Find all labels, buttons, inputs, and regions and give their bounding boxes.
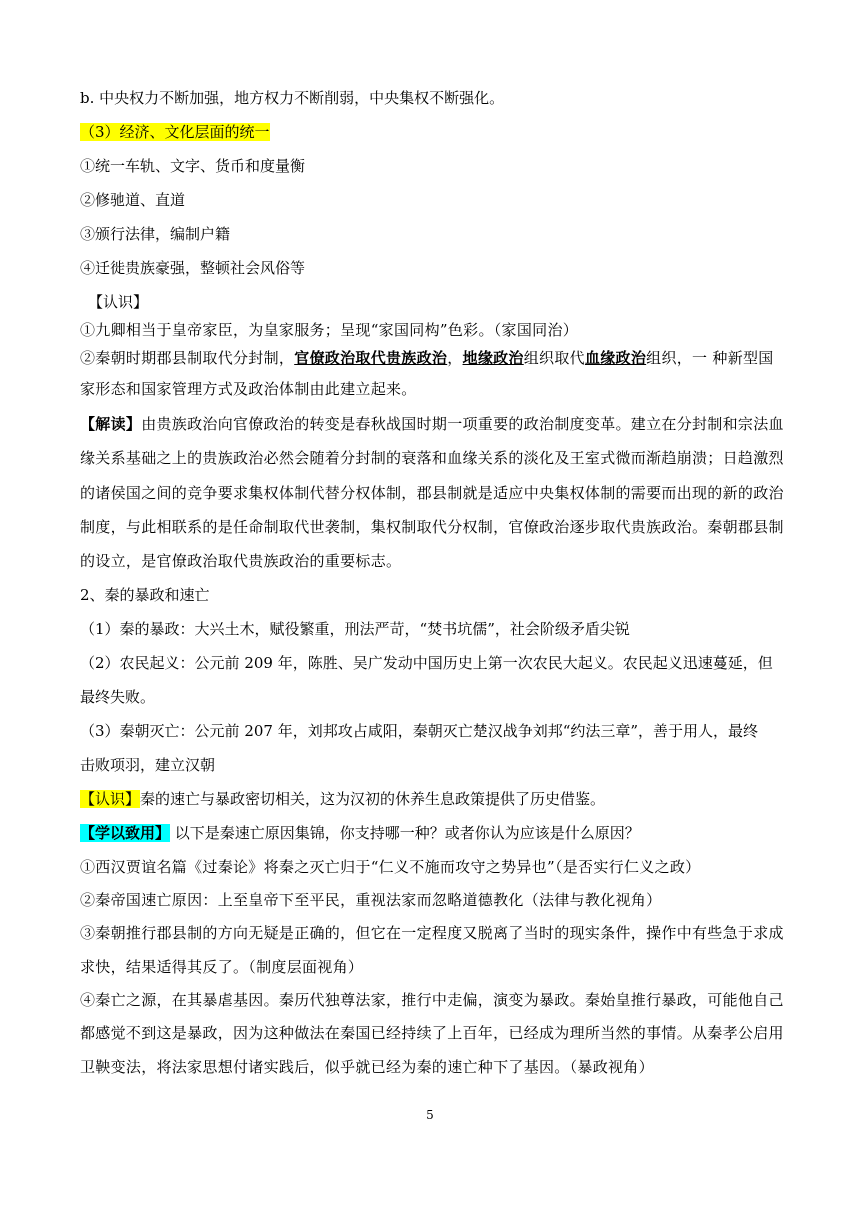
section-label-interpretation: 【解读】 bbox=[80, 415, 142, 433]
text-line: 求快，结果适得其反了。（制度层面视角） bbox=[80, 958, 364, 976]
text-line bbox=[80, 788, 782, 810]
list-item: ②秦帝国速亡原因：上至皇帝下至平民，重视法家而忽略道德教化（法律与教化视角） bbox=[80, 891, 662, 909]
text-span: 秦的速亡与暴政密切相关，这为汉初的休养生息政策提供了历史借鉴。 bbox=[140, 790, 606, 808]
text-span: 组织取代 bbox=[523, 349, 585, 367]
text-span: ②秦朝时期郡县制取代分封制， bbox=[80, 349, 295, 367]
page-number: 5 bbox=[426, 1108, 434, 1122]
list-item: ③颁行法律，编制户籍 bbox=[80, 225, 231, 243]
list-item: ③秦朝推行郡县制的方向无疑是正确的，但它在一定程度又脱离了当时的现实条件，操作中有些急于求成 bbox=[80, 924, 784, 942]
text-line bbox=[80, 347, 782, 369]
text-line bbox=[80, 822, 782, 844]
text-line: 制度，与此相联系的是任命制取代世袭制，集权制取代分权制，官僚政治逐步取代贵族政治。秦朝郡县制 bbox=[80, 518, 784, 536]
text-line: （3）秦朝灭亡：公元前 207 年，刘邦攻占咸阳，秦朝灭亡楚汉战争刘邦“约法三章”，善于用人，最终 bbox=[80, 722, 759, 740]
text-line: b. 中央权力不断加强，地方权力不断削弱，中央集权不断强化。 bbox=[80, 89, 505, 107]
text-line: ①九卿相当于皇帝家臣，为皇家服务；呈现“家国同构”色彩。（家国同治） bbox=[80, 321, 579, 339]
list-item: ④迁徙贵族豪强，整顿社会风俗等 bbox=[80, 259, 306, 277]
text-span: 以下是秦速亡原因集锦，你支持哪一种？或者你认为应该是什么原因？ bbox=[170, 824, 640, 842]
text-line: 卫鞅变法，将法家思想付诸实践后，似乎就已经为秦的速亡种下了基因。（暴政视角） bbox=[80, 1058, 654, 1076]
text-line: 的诸侯国之间的竞争要求集权体制代替分权体制，郡县制就是适应中央集权体制的需要而出现的新的政治 bbox=[80, 484, 784, 502]
section-label-recognition: 【认识】 bbox=[88, 293, 149, 311]
text-line: （2）农民起义：公元前 209 年，陈胜、吴广发动中国历史上第一次农民大起义。农民起义迅速蔓延，但 bbox=[80, 654, 773, 672]
highlighted-label-apply: 【学以致用】 bbox=[80, 824, 171, 842]
text-line: 的设立，是官僚政治取代贵族政治的重要标志。 bbox=[80, 552, 402, 570]
list-item: ①统一车轨、文字、货币和度量衡 bbox=[80, 157, 306, 175]
list-item: ④秦亡之源，在其暴虐基因。秦历代独尊法家，推行中走偏，演变为暴政。秦始皇推行暴政，可能他自己 bbox=[80, 991, 784, 1009]
text-line: 缘关系基础之上的贵族政治必然会随着分封制的衰落和血缘关系的淡化及王室式微而渐趋崩溃；日趋激烈 bbox=[80, 449, 784, 467]
key-term: 血缘政治 bbox=[584, 349, 647, 367]
text-line: 击败项羽，建立汉朝 bbox=[80, 756, 216, 774]
text-line bbox=[80, 413, 782, 435]
list-item: ①西汉贾谊名篇《过秦论》将秦之灭亡归于“仁义不施而攻守之势异也”（是否实行仁义之政） bbox=[80, 858, 701, 876]
text-span: 组织，一 种新型国 bbox=[646, 349, 774, 367]
section-heading: 2、秦的暴政和速亡 bbox=[80, 586, 210, 604]
subheading-economy-culture bbox=[80, 121, 782, 143]
text-span: ， bbox=[447, 349, 463, 367]
key-term: 地缘政治 bbox=[462, 349, 524, 367]
text-line: 最终失败。 bbox=[80, 688, 156, 706]
key-term: 官僚政治取代贵族政治 bbox=[294, 349, 448, 367]
text-line: （1）秦的暴政：大兴土木，赋役繁重，刑法严苛，“焚书坑儒”，社会阶级矛盾尖锐 bbox=[80, 620, 630, 638]
list-item: ②修驰道、直道 bbox=[80, 191, 186, 209]
text-span: 由贵族政治向官僚政治的转变是春秋战国时期一项重要的政治制度变革。建立在分封制和宗法血 bbox=[141, 415, 784, 433]
text-line: 家形态和国家管理方式及政治体制由此建立起来。 bbox=[80, 380, 417, 398]
highlighted-subheading: （3）经济、文化层面的统一 bbox=[80, 123, 270, 141]
text-line: 都感觉不到这是暴政，因为这种做法在秦国已经持续了上百年，已经成为理所当然的事情。从秦孝公启用 bbox=[80, 1024, 784, 1042]
highlighted-label: 【认识】 bbox=[80, 790, 141, 808]
